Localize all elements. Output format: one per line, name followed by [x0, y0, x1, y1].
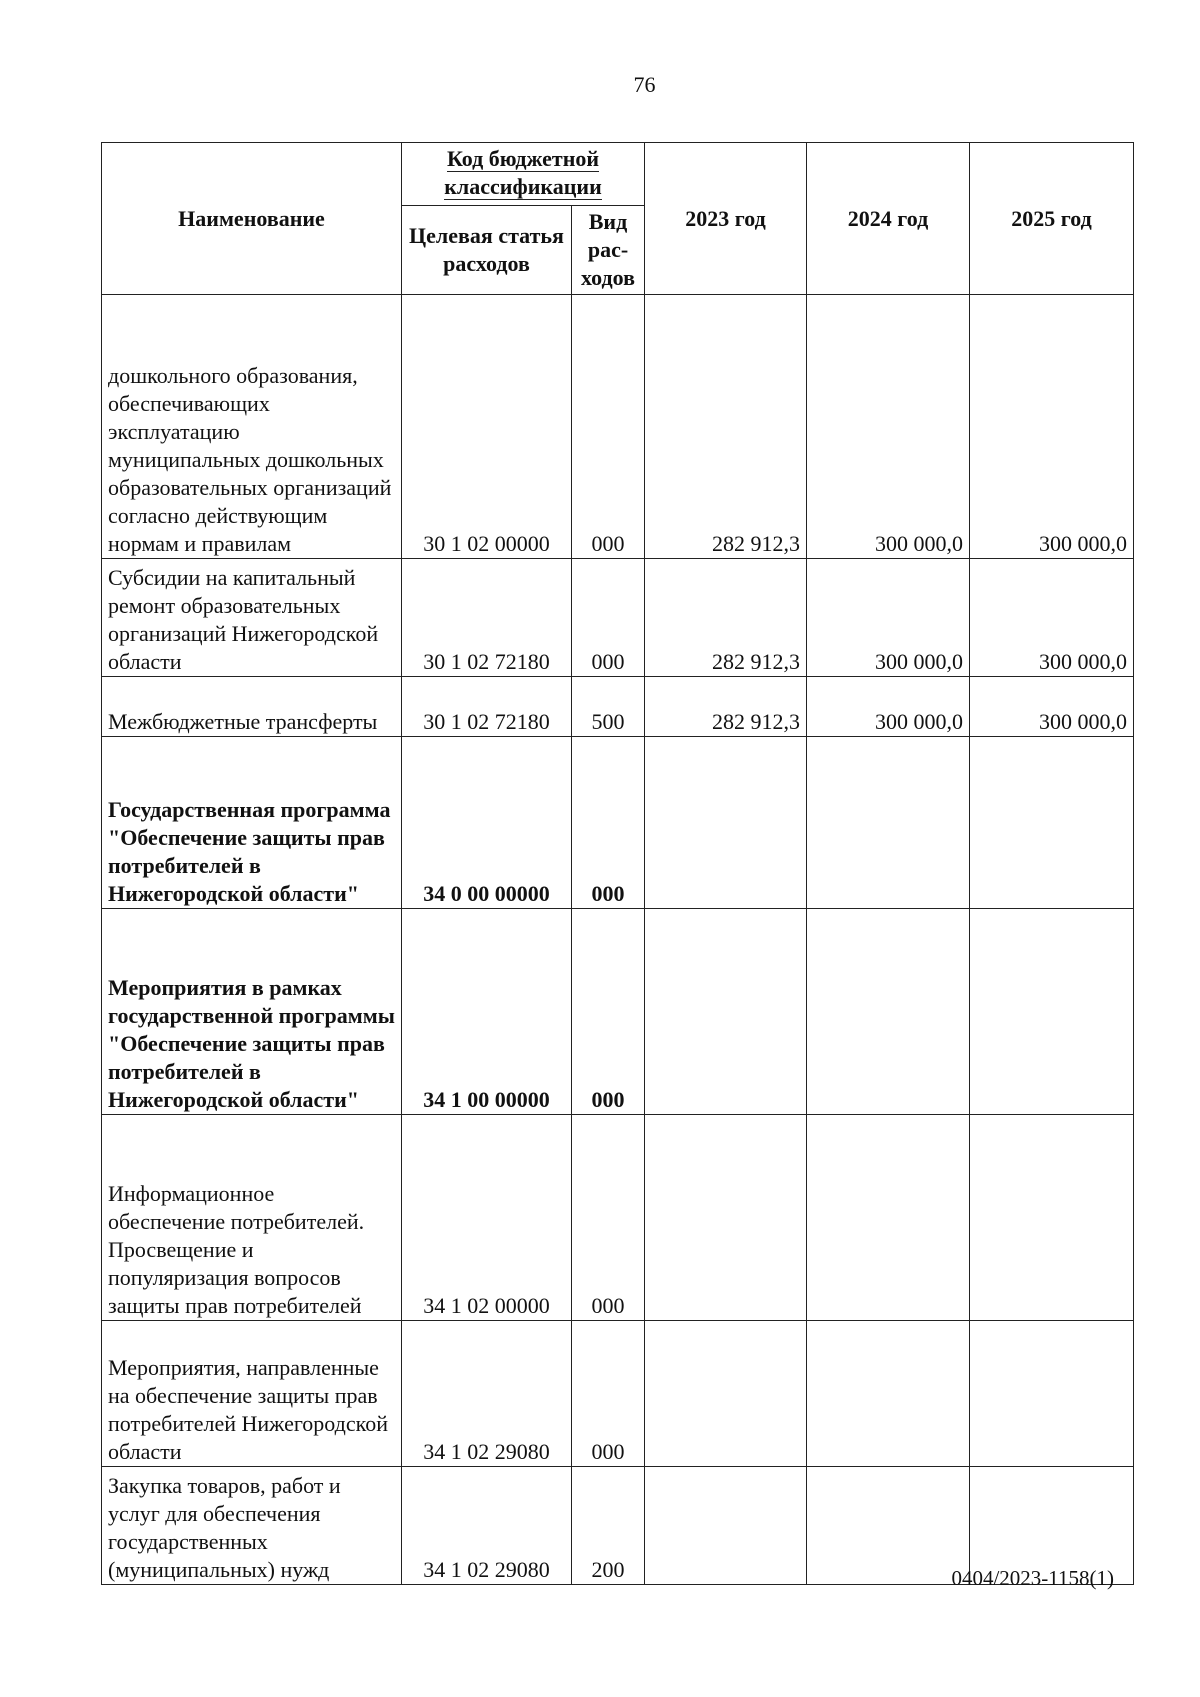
- row-value-2025: [970, 737, 1134, 909]
- row-value-2023: 282 912,3: [645, 559, 807, 677]
- header-budget-code-label: Код бюджетной классификации: [444, 146, 602, 199]
- row-name: Государственная программа "Обеспечение защиты прав потребителей в Нижегородской области": [102, 737, 402, 909]
- row-value-2024: [807, 1467, 970, 1585]
- table-row: [102, 909, 1134, 1115]
- row-value-2024: [807, 737, 970, 909]
- table-row: [102, 295, 1134, 559]
- table-body: [102, 295, 1134, 1585]
- row-value-2023: [645, 909, 807, 1115]
- header-target-article: Целевая статья расходов: [402, 206, 572, 295]
- row-expense-type: 200: [572, 1467, 645, 1585]
- row-target-article: 34 1 02 29080: [402, 1467, 572, 1585]
- row-value-2025: [970, 1321, 1134, 1467]
- header-year-2023: 2023 год: [645, 143, 807, 295]
- table-header: [102, 143, 1134, 295]
- table-row: [102, 677, 1134, 737]
- header-expense-type: Вид рас-ходов: [572, 206, 645, 295]
- row-value-2025: 300 000,0: [970, 295, 1134, 559]
- row-value-2025: 300 000,0: [970, 559, 1134, 677]
- row-value-2024: 300 000,0: [807, 559, 970, 677]
- row-name: Мероприятия в рамках государственной программы "Обеспечение защиты прав потребителей в Нижегородской области": [102, 909, 402, 1115]
- row-value-2024: 300 000,0: [807, 295, 970, 559]
- row-value-2023: 282 912,3: [645, 677, 807, 737]
- document-code: 0404/2023-1158(1): [951, 1566, 1114, 1590]
- row-expense-type: 000: [572, 559, 645, 677]
- row-value-2024: [807, 1115, 970, 1321]
- row-value-2024: 300 000,0: [807, 677, 970, 737]
- row-target-article: 34 1 02 29080: [402, 1321, 572, 1467]
- row-name: Закупка товаров, работ и услуг для обеспечения государственных (муниципальных) нужд: [102, 1467, 402, 1585]
- row-expense-type: 000: [572, 737, 645, 909]
- row-name: Информационное обеспечение потребителей. Просвещение и популяризация вопросов защиты прав потребителей: [102, 1115, 402, 1321]
- header-budget-code: [402, 143, 645, 206]
- row-expense-type: 500: [572, 677, 645, 737]
- table-row: [102, 559, 1134, 677]
- row-target-article: 34 1 02 00000: [402, 1115, 572, 1321]
- row-name: Субсидии на капитальный ремонт образовательных организаций Нижегородской области: [102, 559, 402, 677]
- row-expense-type: 000: [572, 1115, 645, 1321]
- header-name: Наименование: [102, 143, 402, 295]
- table-row: [102, 1321, 1134, 1467]
- table-row: [102, 737, 1134, 909]
- header-year-2024: 2024 год: [807, 143, 970, 295]
- row-value-2023: [645, 1115, 807, 1321]
- row-value-2025: [970, 909, 1134, 1115]
- row-name: дошкольного образования, обеспечивающих эксплуатацию муниципальных дошкольных образовательных организаций согласно действующим нормам и правилам: [102, 295, 402, 559]
- row-value-2025: 300 000,0: [970, 677, 1134, 737]
- row-value-2023: [645, 1467, 807, 1585]
- row-target-article: 30 1 02 72180: [402, 677, 572, 737]
- row-target-article: 30 1 02 00000: [402, 295, 572, 559]
- row-expense-type: 000: [572, 909, 645, 1115]
- row-expense-type: 000: [572, 295, 645, 559]
- row-target-article: 30 1 02 72180: [402, 559, 572, 677]
- row-expense-type: 000: [572, 1321, 645, 1467]
- table-row: [102, 1115, 1134, 1321]
- header-year-2025: 2025 год: [970, 143, 1134, 295]
- row-target-article: 34 1 00 00000: [402, 909, 572, 1115]
- row-value-2023: [645, 1321, 807, 1467]
- row-value-2024: [807, 909, 970, 1115]
- page-number: 76: [633, 72, 656, 97]
- budget-table: [101, 142, 1134, 1585]
- row-value-2025: [970, 1115, 1134, 1321]
- row-name: Мероприятия, направленные на обеспечение защиты прав потребителей Нижегородской области: [102, 1321, 402, 1467]
- row-value-2023: 282 912,3: [645, 295, 807, 559]
- row-target-article: 34 0 00 00000: [402, 737, 572, 909]
- row-value-2023: [645, 737, 807, 909]
- row-name: Межбюджетные трансферты: [102, 677, 402, 737]
- row-value-2024: [807, 1321, 970, 1467]
